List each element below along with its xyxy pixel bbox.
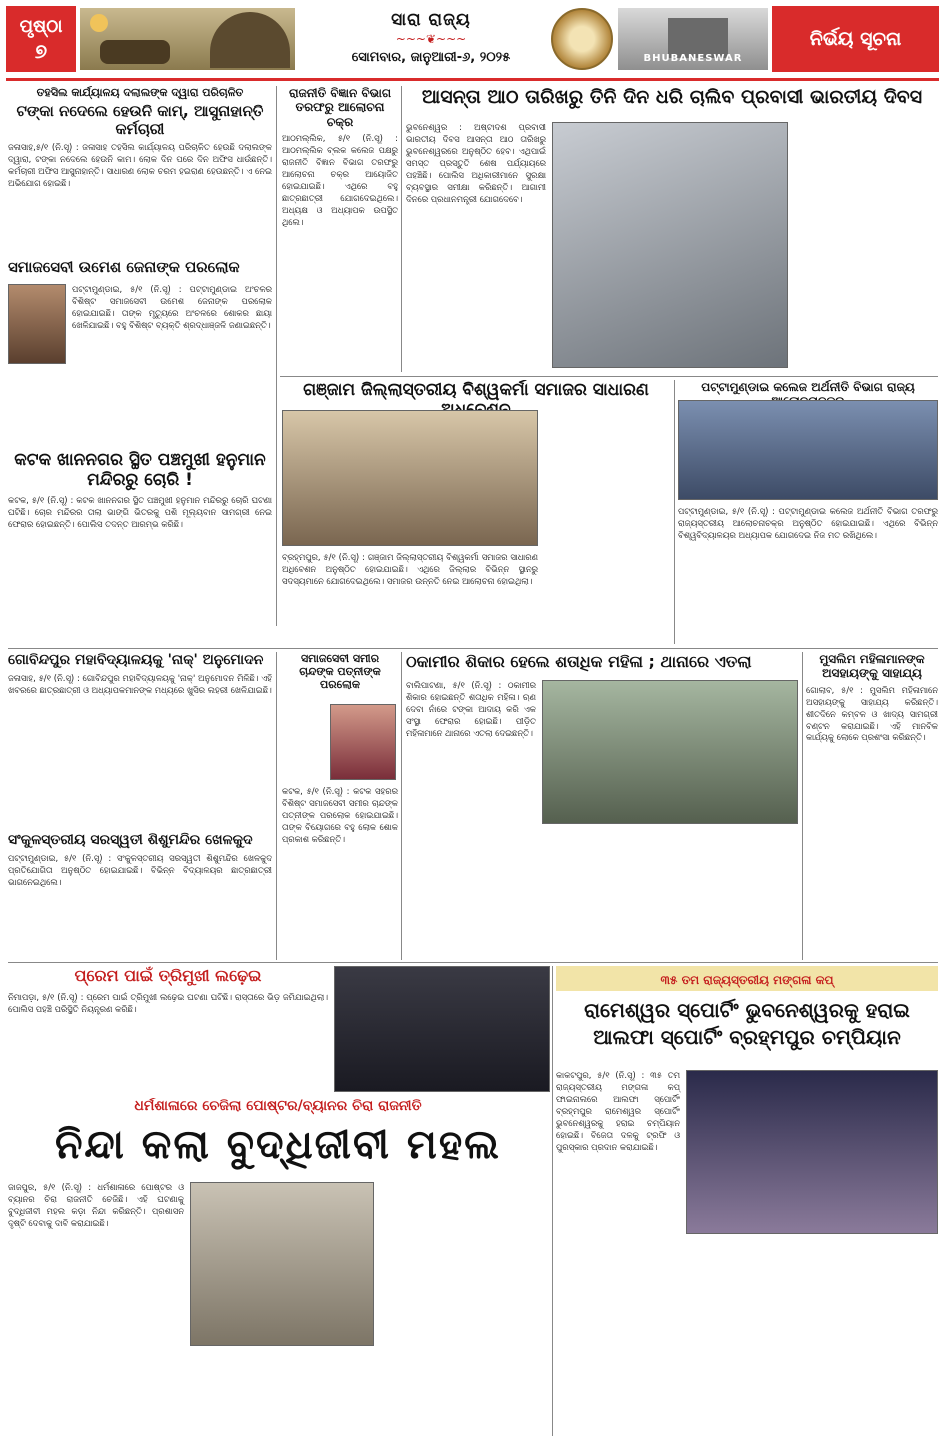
article-ganjam [282,380,670,644]
headline: ନିନ୍ଦା କଲା ବୁଦ୍ଧିଜୀବୀ ମହଲ [55,1121,501,1168]
headline-kicker: ୩୫ ତମ ରାଜ୍ୟସ୍ତରୀୟ ମଙ୍ଗଳା କପ୍ [660,973,834,987]
headline: ମୁସଲିମ ମହିଳାମାନଙ୍କ ଅସହାୟଙ୍କୁ ସାହାଯ୍ୟ [819,652,925,681]
article-body: ପଟ୍ଟାମୁଣ୍ଡାଇ, ୫/୧ (ନି.ସୂ) : ପଟ୍ଟାମୁଣ୍ଡାଇ ଅଂଚଳର ବିଶିଷ୍ଟ ସମାଜସେବୀ ଉମେଶ ଜେନାଙ୍କ ପରଲୋକ ହୋଇଯାଇଛି। ତାଙ୍କ ମୃତ୍ୟୁରେ ଅଂଚଳରେ ଶୋକର ଛାୟା ଖେଳିଯାଇଛି। ବହୁ ବିଶିଷ୍ଟ ବ୍ୟକ୍ତି ଶ୍ରଦ୍ଧାଞ୍ଜଳି ଜଣାଇଛନ୍ତି। [72,284,272,330]
article-body: ବ୍ରହ୍ମପୁର, ୫/୧ (ନି.ସୂ) : ଗଞ୍ଜାମ ଜିଲ୍ଲାସ୍ତରୀୟ ବିଶ୍ୱକର୍ମା ସମାଜର ସାଧାରଣ ଅଧିବେଶନ ଅନୁଷ୍ଠିତ ହୋଇଯାଇଛି। ଏଥିରେ ଜିଲ୍ଲାର ବିଭିନ୍ନ ସ୍ଥାନରୁ ସଦସ୍ୟମାନେ ଯୋଗଦେଇଥିଲେ। ସମାଜର ଉନ୍ନତି ନେଇ ଆଲୋଚନା ହୋଇଥିଲା। [282,552,538,586]
food-plate-image [551,8,613,70]
article-body: ଜାଜପୁର, ୫/୧ (ନି.ସୂ) : ଧର୍ମଶାଳାରେ ପୋଷ୍ଟର ଓ ବ୍ୟାନର ଚିରା ରାଜନୀତି ଚେଜିଛି। ଏହି ଘଟଣାକୁ ବୁଦ୍ଧିଜୀବୀ ମହଲ କଡ଼ା ନିନ୍ଦା କରିଛନ୍ତି। ପ୍ରଶାସନ ଦୃଷ୍ଟି ଦେବାକୁ ଦାବି କରାଯାଇଛି। [8,1182,184,1228]
section-header [306,6,556,72]
headline: ସମାଜସେବୀ ଉମେଶ ଜେନାଙ୍କ ପରଲୋକ [8,258,240,276]
headline: ପ୍ରେମ ପାଇଁ ତ୍ରିମୁଖୀ ଲଢ଼େଇ [74,966,262,985]
woman-portrait [330,704,396,780]
section-title: ସାରା ରାଜ୍ୟ [391,10,471,30]
headline: ଆସନ୍ତା ଆଠ ତାରିଖରୁ ତିନି ଦିନ ଧରି ଚାଲିବ ପ୍ରବାସୀ ଭାରତୀୟ ଦିବସ [421,86,923,108]
article-mangala-cup [556,966,938,1436]
article-prabasi [406,86,938,374]
article-body: କଟକ, ୫/୧ (ନି.ସୂ) : କଟକ ଖାନନଗର ସ୍ଥିତ ପଞ୍ଚମୁଖୀ ହନୁମାନ ମନ୍ଦିରରୁ ଚୋରି ଘଟଣା ଘଟିଛି। ଚୋର ମନ୍ଦିରର ତାଲା ଭାଙ୍ଗି ଭିତରକୁ ପଶି ମୂଲ୍ୟବାନ ସାମଗ୍ରୀ ନେଇ ଫେରାର ହୋଇଛନ୍ତି। ପୋଲିସ ତଦନ୍ତ ଆରମ୍ଭ କରିଛି। [8,494,272,529]
headline: ସଂକୁଳସ୍ତରୀୟ ସରସ୍ୱତୀ ଶିଶୁମନ୍ଦିର ଖେଳକୁଦ [8,832,253,848]
cattle-silhouette [100,40,170,64]
article-body: ବାଲିପାଟଣା, ୫/୧ (ନି.ସୂ) : ଠକାମୀର ଶିକାର ହୋଇଛନ୍ତି ଶତାଧିକ ମହିଳା। ଋଣ ଦେବା ନାଁରେ ଟଙ୍କା ଆଦାୟ କରି ଏକ ସଂସ୍ଥା ଫେରାର ହୋଇଛି। ପୀଡ଼ିତ ମହିଳାମାନେ ଥାନାରେ ଏତଲା ଦେଇଛନ୍ତି। [406,680,536,738]
building-silhouette [668,18,728,58]
article-body: ଜଳାସାହ, ୫/୧ (ନି.ସୂ) : ଗୋବିନ୍ଦପୁର ମହାବିଦ୍ୟାଳୟକୁ 'ନାକ୍' ଅନୁମୋଦନ ମିଳିଛି। ଏହି ଖବରରେ ଛାତ୍ରଛାତ୍ରୀ ଓ ଅଧ୍ୟାପକମାନଙ୍କ ମଧ୍ୟରେ ଖୁସିର ଲହରୀ ଖେଳିଯାଇଛି। [8,672,272,695]
article-thakami [406,652,798,960]
article-gobindapur [8,652,272,828]
article-body: କାକଟପୁର, ୫/୧ (ନି.ସୂ) : ୩୫ ତମ ରାଜ୍ୟସ୍ତରୀୟ ମଙ୍ଗଳା କପ୍ ଫାଇନାଲରେ ଆଲଫା ସ୍ପୋର୍ଟିଂ ବ୍ରହ୍ମପୁର ରାମେଶ୍ୱର ସ୍ପୋର୍ଟିଂ ଭୁବନେଶ୍ୱରକୁ ହରାଇ ଚମ୍ପିୟାନ ହୋଇଛି। ବିଜେତା ଦଳକୁ ଟ୍ରଫି ଓ ପୁରସ୍କାର ପ୍ରଦାନ କରାଯାଇଛି। [556,1070,680,1152]
row-rule [8,962,938,963]
page-number-box [6,6,76,72]
article-tahasil [8,86,272,254]
column-rule [276,86,277,626]
masthead [6,6,939,76]
trophy-ceremony-photo [686,1070,938,1234]
article-dharmasala [8,1098,548,1436]
article-hanuman [8,450,272,628]
masthead-rule [6,78,939,81]
article-body: କଟକ, ୫/୧ (ନି.ସୂ) : କଟକ ସହରର ବିଶିଷ୍ଟ ସମାଜସେବୀ ସମୀର ଚାନ୍ଦଙ୍କ ପତ୍ନୀଙ୍କ ପରଲୋକ ହୋଇଯାଇଛି। ତାଙ୍କ ବିୟୋଗରେ ବହୁ ଲୋକ ଶୋକ ପ୍ରକାଶ କରିଛନ୍ତି। [282,786,398,844]
row-rule [280,376,938,377]
article-body: ପଟ୍ଟାମୁଣ୍ଡାଇ, ୫/୧ (ନି.ସୂ) : ସଂକୁଳସ୍ତରୀୟ ସରସ୍ୱତୀ ଶିଶୁମନ୍ଦିର ଖେଳକୁଦ ପ୍ରତିଯୋଗିତା ଅନୁଷ୍ଠିତ ହୋଇଯାଇଛି। ବିଭିନ୍ନ ବିଦ୍ୟାଳୟର ଛାତ୍ରଛାତ୍ରୀ ଭାଗନେଇଥିଲେ। [8,852,272,887]
column-rule [276,652,277,960]
headline: ଠକାମୀର ଶିକାର ହେଲେ ଶତାଧିକ ମହିଳା ; ଥାନାରେ ଏତଲା [406,652,752,671]
article-body: ଜଳାସାହ,୫/୧ (ନି.ସୂ) : ଜଳାସାହ ତହସିଲ କାର୍ଯ୍ୟାଳୟ ପରିଚାଳିତ ହେଉଛି ଦଲାଲଙ୍କ ଦ୍ୱାରା, ଟଙ୍କା ନଦେଲେ ହେଉନି କାମ। ଲୋକ ଦିନ ପରେ ଦିନ ଅଫିସ ଧାଉଁଛନ୍ତି। କର୍ମଚାରୀ ଅଫିସ ଆସୁନାହାନ୍ତି। ସାଧାରଣ ଲୋକ ଚରମ ହଇରାଣ ହେଉଛନ୍ତି। ଏ ନେଇ ଅଭିଯୋଗ ହୋଇଛି। [8,142,272,188]
article-muslim [806,652,938,960]
article-pattamundai [678,380,938,644]
city-banner-text: BHUBANESWAR [643,53,743,64]
meeting-photo [282,410,538,546]
article-body: ନିମାପଡ଼ା, ୫/୧ (ନି.ସୂ) : ପ୍ରେମ ପାଇଁ ତ୍ରିମୁଖୀ ଲଢ଼େଇ ଘଟଣା ଘଟିଛି। ରାସ୍ତାରେ ଭିଡ଼ ଜମିଯାଇଥିଲା। ପୋଲିସ ପହଞ୍ଚି ପରିସ୍ଥିତି ନିୟନ୍ତ୍ରଣ କରିଛି। [8,992,328,1014]
headline: ରାମେଶ୍ୱର ସ୍ପୋର୍ଟିଂ ଭୁବନେଶ୍ୱରକୁ ହରାଇ ଆଲଫା ସ୍ପୋର୍ଟିଂ ବ୍ରହ୍ମପୁର ଚମ୍ପିୟାନ [584,998,910,1049]
article-samir [282,652,398,960]
headline: ଗଞ୍ଜାମ ଜିଲ୍ଲାସ୍ତରୀୟ ବିଶ୍ୱକର୍ମା ସମାଜର ସାଧାରଣ [303,380,649,400]
seminar-stage-photo [678,400,938,500]
headline: ଗୋବିନ୍ଦପୁର ମହାବିଦ୍ୟାଳୟକୁ 'ନାକ୍' ଅନୁମୋଦନ [8,652,264,668]
paper-name: ନିର୍ଭୟ ସୂଚନା [772,6,939,72]
column-rule [552,966,553,1436]
headline: ପଟ୍ଟାମୁଣ୍ଡାଇ କଲେଜ ଅର୍ଥନୀତି ବିଭାଗ ରାଜ୍ୟ [701,380,915,394]
column-rule [674,380,675,644]
umesh-jena-portrait [8,284,66,364]
article-body: ପଟ୍ଟାମୁଣ୍ଡାଇ, ୫/୧ (ନି.ସୂ) : ପଟ୍ଟାମୁଣ୍ଡାଇ କଲେଜ ଅର୍ଥନୀତି ବିଭାଗ ତରଫରୁ ରାଜ୍ୟସ୍ତରୀୟ ଆଲୋଚନାଚକ୍ର ଅନୁଷ୍ଠିତ ହୋଇଯାଇଛି। ଏଥିରେ ବିଭିନ୍ନ ବିଶ୍ୱବିଦ୍ୟାଳୟର ଅଧ୍ୟାପକ ଯୋଗଦେଇ ନିଜ ମତ ରଖିଥିଲେ। [678,506,938,540]
headline: କଟକ ଖାନନଗର ସ୍ଥିତ ପଞ୍ଚମୁଖୀ ହନୁମାନ ମନ୍ଦିରରୁ ଚୋରି ! [14,450,266,491]
headline-kicker: ଧର୍ମଶାଳାରେ ଚେଜିଲା ପୋଷ୍ଟର/ବ୍ୟାନର ଚିରା ରାଜନୀତି [134,1098,422,1114]
headline: ରାଜନୀତି ବିଜ୍ଞାନ ବିଭାଗ ତରଫରୁ ଆଲୋଚନା ଚକ୍ର [288,86,392,129]
city-banner-image [618,8,768,70]
article-body: ଗୋଲାବ, ୫/୧ : ମୁସଲିମ ମହିଳାମାନେ ଅସହାୟଙ୍କୁ ସାହାଯ୍ୟ କରିଛନ୍ତି। ଶୀତଦିନେ କମ୍ବଳ ଓ ଖାଦ୍ୟ ସାମଗ୍ରୀ ବଣ୍ଟନ କରାଯାଇଛି। ଏହି ମାନବିକ କାର୍ଯ୍ୟକୁ ଲୋକେ ପ୍ରଶଂସା କରିଛନ୍ତି। [806,684,938,743]
ornament-divider: ~~~❦~~~ [395,32,467,46]
article-rajniti [282,86,398,372]
article-body: ଆଠମଲ୍ଲିକ, ୫/୧ (ନି.ସୂ) : ଆଠମଲ୍ଲିକ ବ୍ଲକ କଲେଜ ପକ୍ଷରୁ ରାଜନୀତି ବିଜ୍ଞାନ ବିଭାଗ ତରଫରୁ ଆଲୋଚନା ଚକ୍ର ଆୟୋଜିତ ହୋଇଯାଇଛି। ଏଥିରେ ବହୁ ଛାତ୍ରଛାତ୍ରୀ ଯୋଗଦେଇଥିଲେ। ଅଧ୍ୟକ୍ଷ ଓ ଅଧ୍ୟାପକ ଉପସ୍ଥିତ ଥିଲେ। [282,133,398,227]
article-body: ଭୁବନେଶ୍ୱର : ଅଷ୍ଟାଦଶ ପ୍ରବାସୀ ଭାରତୀୟ ଦିବସ ଆସନ୍ତା ଆଠ ତାରିଖରୁ ଭୁବନେଶ୍ୱରରେ ଅନୁଷ୍ଠିତ ହେବ। ଏଥିପାଇଁ ସମସ୍ତ ପ୍ରସ୍ତୁତି ଶେଷ ପର୍ଯ୍ୟାୟରେ ପହଞ୍ଚିଛି। ପୋଲିସ ଅଧିକାରୀମାନେ ସୁରକ୍ଷା ବ୍ୟବସ୍ଥାର ସମୀକ୍ଷା କରିଛନ୍ତି। ଆଗାମୀ ଦିନରେ ପ୍ରଧାନମନ୍ତ୍ରୀ ଯୋଗଦେବେ। [406,122,546,204]
issue-date: ସୋମବାର, ଜାନୁଆରୀ-୬, ୨୦୨୫ [351,50,511,65]
column-rule [802,652,803,960]
row-rule [8,648,938,649]
temple-silhouette [210,12,290,68]
article-prema [8,966,550,1094]
sun-icon [90,14,108,32]
police-officers-photo [552,122,788,368]
article-sankul [8,832,272,960]
kicker-band [556,966,938,991]
page-number: ୭ [34,38,48,63]
column-rule [401,86,402,372]
article-umesh [8,258,272,444]
torn-poster-photo [190,1182,374,1346]
women-group-photo [542,680,798,824]
village-banner-image [80,8,295,70]
headline-kicker: ତହସିଲ କାର୍ଯ୍ୟାଳୟ ଦଲାଲଙ୍କ ଦ୍ୱାରା ପରିଚାଳିତ [36,86,244,99]
headline: ସମାଜସେବୀ ସମୀର ଚାନ୍ଦଙ୍କ ପତ୍ନୀଙ୍କ ପରଲୋକ [299,652,381,692]
headline: ଟଙ୍କା ନଦେଲେ ହେଉନି କାମ୍, ଆସୁନାହାନ୍ତି କର୍ମଚାରୀ [16,102,264,139]
crowd-night-photo [334,966,550,1092]
page-label: ପୃଷ୍ଠା [19,15,63,37]
column-rule [401,652,402,960]
